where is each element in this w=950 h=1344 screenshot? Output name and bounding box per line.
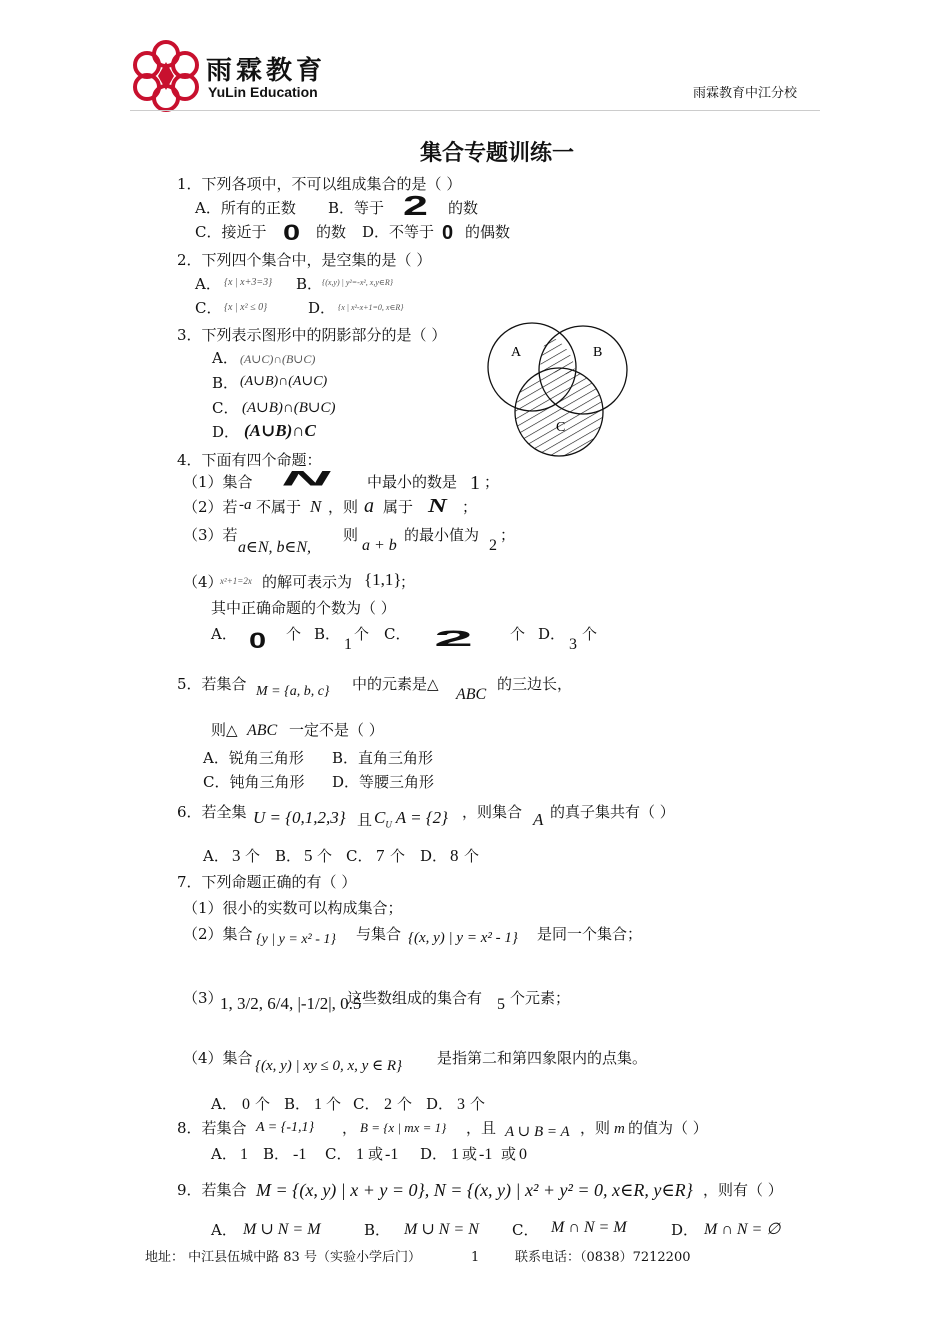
q4-p3-c: 的最小值为 xyxy=(404,526,480,544)
q2-c-expr: {x | x² ≤ 0} xyxy=(224,302,268,313)
q4-p2-d: 属于 xyxy=(383,498,414,516)
q1-c-tail: 的数 xyxy=(316,223,347,241)
q5-line2-a: 则△ xyxy=(211,721,238,739)
q4-opt-a: A． xyxy=(211,625,237,643)
q9-opt-d: D． xyxy=(671,1221,699,1239)
q4-p3-sum: a + b xyxy=(362,537,397,554)
q1-b-number: 2 xyxy=(403,190,428,221)
q1-c-number: 0 xyxy=(283,220,301,245)
q1-option-c: C．接近于 xyxy=(195,223,267,241)
q6-opt-a: A． xyxy=(203,847,229,865)
q4-p4-eq: x²+1=2x xyxy=(220,576,252,586)
q7-opt-d-unit: 个 xyxy=(470,1095,486,1113)
q4-opt-a-num: 0 xyxy=(249,628,267,653)
q2-option-a: A． xyxy=(195,275,221,293)
q5-stem-b: 中的元素是△ xyxy=(352,675,439,693)
q5-abc: ABC xyxy=(456,686,487,703)
q6-opt-b-unit: 个 xyxy=(317,847,333,865)
q4-p3-b: 则 xyxy=(343,526,359,544)
q4-stem: 4．下面有四个命题： xyxy=(177,451,322,469)
q4-opt-c-num: 2 xyxy=(434,625,474,651)
q6-cu-rest: A = {2} xyxy=(395,808,448,827)
q8-stem-a: 8．若集合 xyxy=(177,1119,247,1137)
q4-p4-label: （4） xyxy=(183,573,223,591)
q9-opt-d-expr: M ∩ N = ∅ xyxy=(704,1221,781,1238)
q8-stem-c: ，则 xyxy=(580,1119,611,1137)
q6-opt-b-num: 5 xyxy=(304,846,313,865)
q3-option-c: C． xyxy=(212,399,239,417)
q3-b-expr: (A∪B)∩(A∪C) xyxy=(240,374,328,389)
q7-opt-a: A． xyxy=(211,1095,237,1113)
q6-cu-letter: C xyxy=(374,808,386,827)
q4-opt-d: D． xyxy=(538,625,566,643)
q5-line2-b: 一定不是（ ） xyxy=(289,721,384,739)
q8-setB: B = {x | mx = 1} xyxy=(360,1120,447,1135)
q7-p3-c: 个元素； xyxy=(510,989,571,1007)
q8-opt-c-or: 或 xyxy=(368,1145,384,1163)
q7-stem: 7．下列命题正确的有（ ） xyxy=(177,873,357,891)
venn-label-a: A xyxy=(511,345,522,360)
q6-opt-d-num: 8 xyxy=(450,846,459,865)
footer-address: 地址： 中江县伍城中路 83 号（实验小学后门） xyxy=(145,1250,421,1265)
branch-name: 雨霖教育中江分校 xyxy=(693,86,798,101)
venn-diagram xyxy=(480,318,640,458)
q9-stem-b: ，则有（ ） xyxy=(703,1181,783,1199)
q8-opt-d-or2: 或 xyxy=(501,1145,517,1163)
q8-setA: A = {-1,1} xyxy=(256,1120,315,1135)
q9-opt-c: C． xyxy=(512,1221,539,1239)
q1-stem: 1．下列各项中，不可以组成集合的是（ ） xyxy=(177,175,462,193)
venn-label-c: C xyxy=(556,420,566,435)
q1-option-a: A．所有的正数 xyxy=(195,199,296,217)
q6-opt-c-unit: 个 xyxy=(390,847,406,865)
q7-opt-c: C． xyxy=(353,1095,380,1113)
q7-p3-b: 这些数组成的集合有 xyxy=(347,989,483,1007)
q4-opt-b: B． xyxy=(314,625,341,643)
q6-set: U = {0,1,2,3} xyxy=(253,808,346,827)
q4-opt-c-unit: 个 xyxy=(510,625,526,643)
q9-opt-c-expr: M ∩ N = M xyxy=(551,1219,627,1236)
q6-cu xyxy=(374,808,448,829)
q1-d-number: 0 xyxy=(442,222,454,244)
q8-comma: ， xyxy=(342,1119,358,1137)
q4-p2-N2: N xyxy=(428,495,447,517)
q1-option-d: D．不等于 xyxy=(362,223,435,241)
q2-b-expr: {(x,y) | y²=-x², x,y∈R} xyxy=(322,278,393,287)
q6-opt-c-num: 7 xyxy=(376,846,385,865)
q2-a-expr: {x | x+3=3} xyxy=(224,277,273,288)
q5-option-b: B．直角三角形 xyxy=(332,749,434,767)
q6-opt-b: B． xyxy=(275,847,302,865)
q4-p2-neg: -a xyxy=(239,497,252,513)
q4-p3-a: （3）若 xyxy=(183,526,238,544)
venn-label-b: B xyxy=(593,345,603,360)
q8-stem-b: ，且 xyxy=(466,1119,497,1137)
q4-p2-c: ，则 xyxy=(328,498,359,516)
q7-p4-a: （4）集合 xyxy=(183,1049,253,1067)
q4-p1-b: 中最小的数是 xyxy=(367,473,458,491)
footer-page-number: 1 xyxy=(471,1250,480,1265)
q7-opt-b-num: 1 xyxy=(314,1096,322,1113)
q4-p1-set: N xyxy=(282,467,330,491)
q1-b-tail: 的数 xyxy=(448,199,479,217)
q8-opt-b-val: -1 xyxy=(293,1146,307,1163)
q5-stem-a: 5．若集合 xyxy=(177,675,247,693)
q6-stem-c: 的真子集共有（ ） xyxy=(550,803,675,821)
q3-option-a: A． xyxy=(212,349,238,367)
q3-option-b: B． xyxy=(212,374,239,392)
q1-d-tail: 的偶数 xyxy=(465,223,511,241)
yulin-logo-icon xyxy=(130,40,202,112)
q4-p3-d: ； xyxy=(500,526,516,544)
q9-opt-b: B． xyxy=(364,1221,391,1239)
venn-ab-shaded xyxy=(540,336,575,378)
q8-opt-d-val3: 0 xyxy=(519,1146,527,1163)
q3-stem: 3．下列表示图形中的阴影部分的是（ ） xyxy=(177,326,447,344)
q5-set: M = {a, b, c} xyxy=(256,684,330,699)
q7-opt-b: B． xyxy=(284,1095,311,1113)
brand-cn: 雨霖教育 xyxy=(206,56,327,86)
q2-stem: 2．下列四个集合中，是空集的是（ ） xyxy=(177,251,432,269)
q7-p2-c: 是同一个集合； xyxy=(537,925,643,943)
q3-option-d: D． xyxy=(212,423,240,441)
q7-p4-set: {(x, y) | xy ≤ 0, x, y ∈ R} xyxy=(255,1058,403,1074)
q4-opt-d-unit: 个 xyxy=(582,625,598,643)
q8-opt-d-or: 或 xyxy=(462,1145,478,1163)
q7-p4-b: 是指第二和第四象限内的点集。 xyxy=(437,1049,648,1067)
q7-p3-num: 5 xyxy=(497,996,505,1013)
q4-p2-a: （2）若 xyxy=(183,498,238,516)
q8-opt-c: C． xyxy=(325,1145,352,1163)
q4-opt-d-num: 3 xyxy=(569,636,577,653)
q8-opt-d-val: 1 xyxy=(451,1146,459,1163)
q9-set: M = {(x, y) | x + y = 0}, N = {(x, y) | x² + y² = 0, x∈R, y∈R} xyxy=(256,1180,693,1200)
q6-stem-b: ，则集合 xyxy=(462,803,523,821)
q4-opt-b-num: 1 xyxy=(344,636,352,653)
q5-option-c: C．钝角三角形 xyxy=(203,773,305,791)
q4-p1-a: （1）集合 xyxy=(183,473,253,491)
q7-opt-d-num: 3 xyxy=(457,1096,465,1113)
q6-A: A xyxy=(533,810,544,829)
q8-opt-d-val2: -1 xyxy=(479,1146,493,1163)
q6-mid: 且 xyxy=(357,811,373,829)
q1-option-b: B．等于 xyxy=(328,199,385,217)
q4-prompt: 其中正确命题的个数为（ ） xyxy=(211,599,396,617)
q9-stem-a: 9．若集合 xyxy=(177,1181,247,1199)
q7-p3-a: （3） xyxy=(183,989,223,1007)
q8-opt-b: B． xyxy=(263,1145,290,1163)
q7-opt-c-unit: 个 xyxy=(397,1095,413,1113)
q4-p2-N: N xyxy=(310,497,322,516)
q8-opt-d: D． xyxy=(420,1145,448,1163)
q4-p4-b: ； xyxy=(400,573,416,591)
q6-stem-a: 6．若全集 xyxy=(177,803,247,821)
q7-p2-set2: {(x, y) | y = x² - 1} xyxy=(408,930,518,946)
q7-p2-set1: {y | y = x² - 1} xyxy=(256,932,336,947)
q5-stem-c: 的三边长， xyxy=(497,675,573,693)
q5-option-a: A．锐角三角形 xyxy=(203,749,304,767)
q8-union: A ∪ B = A xyxy=(505,1124,570,1140)
q5-abc-2: ABC xyxy=(247,722,278,739)
q7-opt-a-unit: 个 xyxy=(255,1095,271,1113)
q7-opt-a-num: 0 xyxy=(242,1096,250,1113)
q4-p4-a: 的解可表示为 xyxy=(262,573,353,591)
q8-opt-c-val2: -1 xyxy=(385,1146,399,1163)
page-title: 集合专题训练一 xyxy=(420,141,575,166)
q4-p1-num: 1 xyxy=(470,472,480,494)
q7-p2-a: （2）集合 xyxy=(183,925,253,943)
q4-opt-c: C． xyxy=(384,625,411,643)
q4-opt-a-unit: 个 xyxy=(286,625,302,643)
q4-opt-b-unit: 个 xyxy=(354,625,370,643)
q4-p1-c: ； xyxy=(484,473,500,491)
q4-p4-set: {1,1} xyxy=(364,570,402,589)
q2-option-b: B． xyxy=(296,275,323,293)
q8-opt-a-val: 1 xyxy=(240,1146,248,1163)
q7-opt-d: D． xyxy=(426,1095,454,1113)
q6-opt-a-unit: 个 xyxy=(245,847,261,865)
q8-stem-d: 的值为（ ） xyxy=(628,1119,708,1137)
q7-opt-b-unit: 个 xyxy=(326,1095,342,1113)
q9-opt-b-expr: M ∪ N = N xyxy=(404,1221,479,1238)
q6-opt-c: C． xyxy=(346,847,373,865)
brand-en: YuLin Education xyxy=(208,84,318,100)
q9-opt-a-expr: M ∪ N = M xyxy=(243,1221,321,1238)
q2-option-d: D． xyxy=(308,299,336,317)
q7-opt-c-num: 2 xyxy=(384,1096,392,1113)
q4-p3-num: 2 xyxy=(489,537,497,554)
q8-opt-a: A． xyxy=(211,1145,237,1163)
q3-d-expr: (A∪B)∩C xyxy=(244,421,316,440)
q2-d-expr: {x | x²-x+1=0, x∈R} xyxy=(338,303,404,312)
footer-phone: 联系电话：（0838）7212200 xyxy=(515,1250,691,1265)
q6-cu-sub: U xyxy=(385,819,392,830)
q3-a-expr: (A∪C)∩(B∪C) xyxy=(240,352,316,366)
q8-opt-c-val: 1 xyxy=(356,1146,364,1163)
q7-p2-b: 与集合 xyxy=(356,925,402,943)
q4-p2-e: ； xyxy=(462,498,478,516)
q2-option-c: C． xyxy=(195,299,222,317)
q5-option-d: D．等腰三角形 xyxy=(332,773,435,791)
q6-opt-d: D． xyxy=(420,847,448,865)
q4-p2-a2: a xyxy=(364,495,374,517)
q8-m: m xyxy=(614,1121,625,1137)
q9-opt-a: A． xyxy=(211,1221,237,1239)
q4-p3-expr: a∈N, b∈N, xyxy=(238,539,312,556)
q7-p1: （1）很小的实数可以构成集合； xyxy=(183,899,403,917)
q7-p3-expr: 1, 3/2, 6/4, |-1/2|, 0.5 xyxy=(220,994,362,1013)
q6-opt-d-unit: 个 xyxy=(464,847,480,865)
q3-c-expr: (A∪B)∩(B∪C) xyxy=(242,400,336,416)
header-rule xyxy=(130,110,820,111)
q6-opt-a-num: 3 xyxy=(232,846,241,865)
q4-p2-b: 不属于 xyxy=(256,498,302,516)
